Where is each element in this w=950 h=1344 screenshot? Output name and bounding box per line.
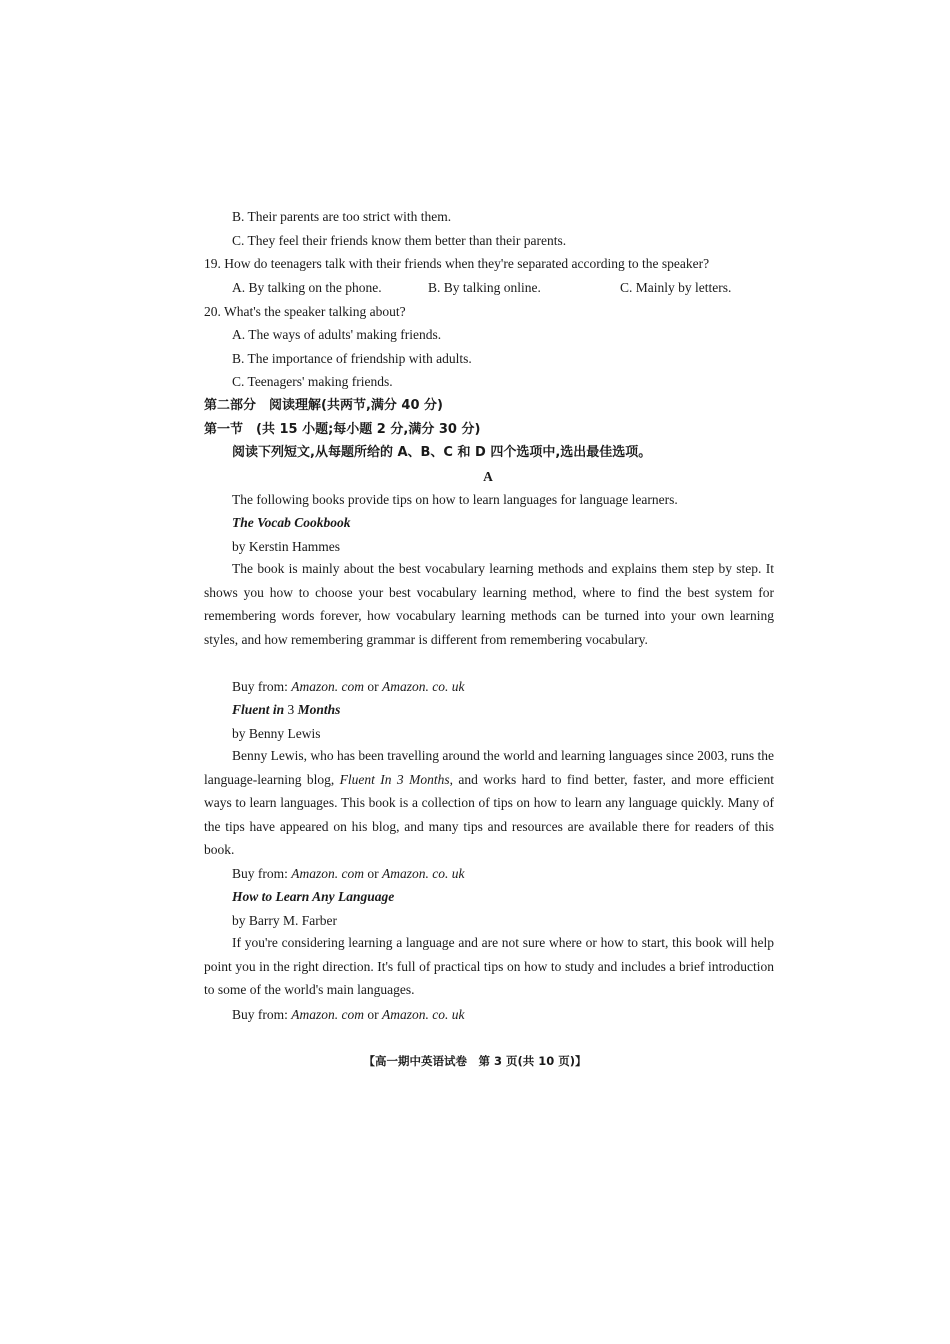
book1-title: The Vocab Cookbook xyxy=(232,515,351,530)
store-amazon-co-uk: Amazon. co. uk xyxy=(382,1007,465,1022)
passage-intro: The following books provide tips on how to learn languages for language learners. xyxy=(232,492,678,507)
q20-option-c: C. Teenagers' making friends. xyxy=(232,374,393,389)
book3-description: If you're considering learning a language and are not sure where or how to start, this book will help point you in the right direction. It's full of practical tips on how to study and includes a brief introduction to some of the world's main languages. xyxy=(204,935,774,997)
passage-label: A xyxy=(483,469,493,484)
q18-option-b: B. Their parents are too strict with them. xyxy=(232,209,452,224)
blog-name: Fluent In 3 Months xyxy=(339,771,450,787)
q19-option-c: C. Mainly by letters. xyxy=(620,280,732,295)
q19-option-b: B. By talking online. xyxy=(428,280,541,295)
or-text: or xyxy=(367,866,379,881)
book2-title: Fluent in 3 Months xyxy=(232,702,341,717)
book2-author: by Benny Lewis xyxy=(232,726,321,741)
store-amazon-com: Amazon. com xyxy=(291,1007,364,1022)
book3-author: by Barry M. Farber xyxy=(232,913,337,928)
book3-buy-from xyxy=(232,1005,464,1025)
page-footer: 【高一期中英语试卷 第 3 页(共 10 页)】 xyxy=(363,1054,587,1068)
q20-option-b: B. The importance of friendship with adults. xyxy=(232,351,472,366)
or-text: or xyxy=(367,1007,379,1022)
q19-options xyxy=(232,278,731,298)
q20-question: 20. What's the speaker talking about? xyxy=(204,304,406,319)
buy-label: Buy from: xyxy=(232,866,288,881)
store-amazon-com: Amazon. com xyxy=(291,679,364,694)
section-one-heading: 第一节 (共 15 小题;每小题 2 分,满分 30 分) xyxy=(204,422,481,437)
reading-instruction: 阅读下列短文,从每题所给的 A、B、C 和 D 四个选项中,选出最佳选项。 xyxy=(232,445,652,460)
book2-description: Benny Lewis, who has been travelling around the world and learning languages since 2003, runs the language-learning blog, Fluent In 3 Months, and works hard to find better, faster, and more efficient ways to learn languages. This book is a collection of tips on how to learn any language quickly. Many of the tips have appeared on his blog, and many tips and resources are available there for readers of this book. xyxy=(204,748,774,857)
store-amazon-co-uk: Amazon. co. uk xyxy=(382,679,465,694)
q19-question: 19. How do teenagers talk with their friends when they're separated according to the speaker? xyxy=(204,256,710,271)
book3-title: How to Learn Any Language xyxy=(232,889,395,904)
q19-option-a: A. By talking on the phone. xyxy=(232,280,382,295)
store-amazon-com: Amazon. com xyxy=(291,866,364,881)
or-text: or xyxy=(367,679,379,694)
book1-description: The book is mainly about the best vocabulary learning methods and explains them step by step. It shows you how to choose your best vocabulary learning method, where to find the best system for remembering words forever, how vocabulary learning methods can be turned into your own learning styles, and how remembering grammar is different from remembering vocabulary. xyxy=(204,561,774,647)
buy-label: Buy from: xyxy=(232,1007,288,1022)
buy-label: Buy from: xyxy=(232,679,288,694)
part-two-heading: 第二部分 阅读理解(共两节,满分 40 分) xyxy=(204,398,443,413)
q18-option-c: C. They feel their friends know them better than their parents. xyxy=(232,233,567,248)
book2-buy-from xyxy=(232,864,464,884)
book1-author: by Kerstin Hammes xyxy=(232,539,340,554)
book1-buy-from xyxy=(232,677,464,697)
q20-option-a: A. The ways of adults' making friends. xyxy=(232,327,442,342)
store-amazon-co-uk: Amazon. co. uk xyxy=(382,866,465,881)
